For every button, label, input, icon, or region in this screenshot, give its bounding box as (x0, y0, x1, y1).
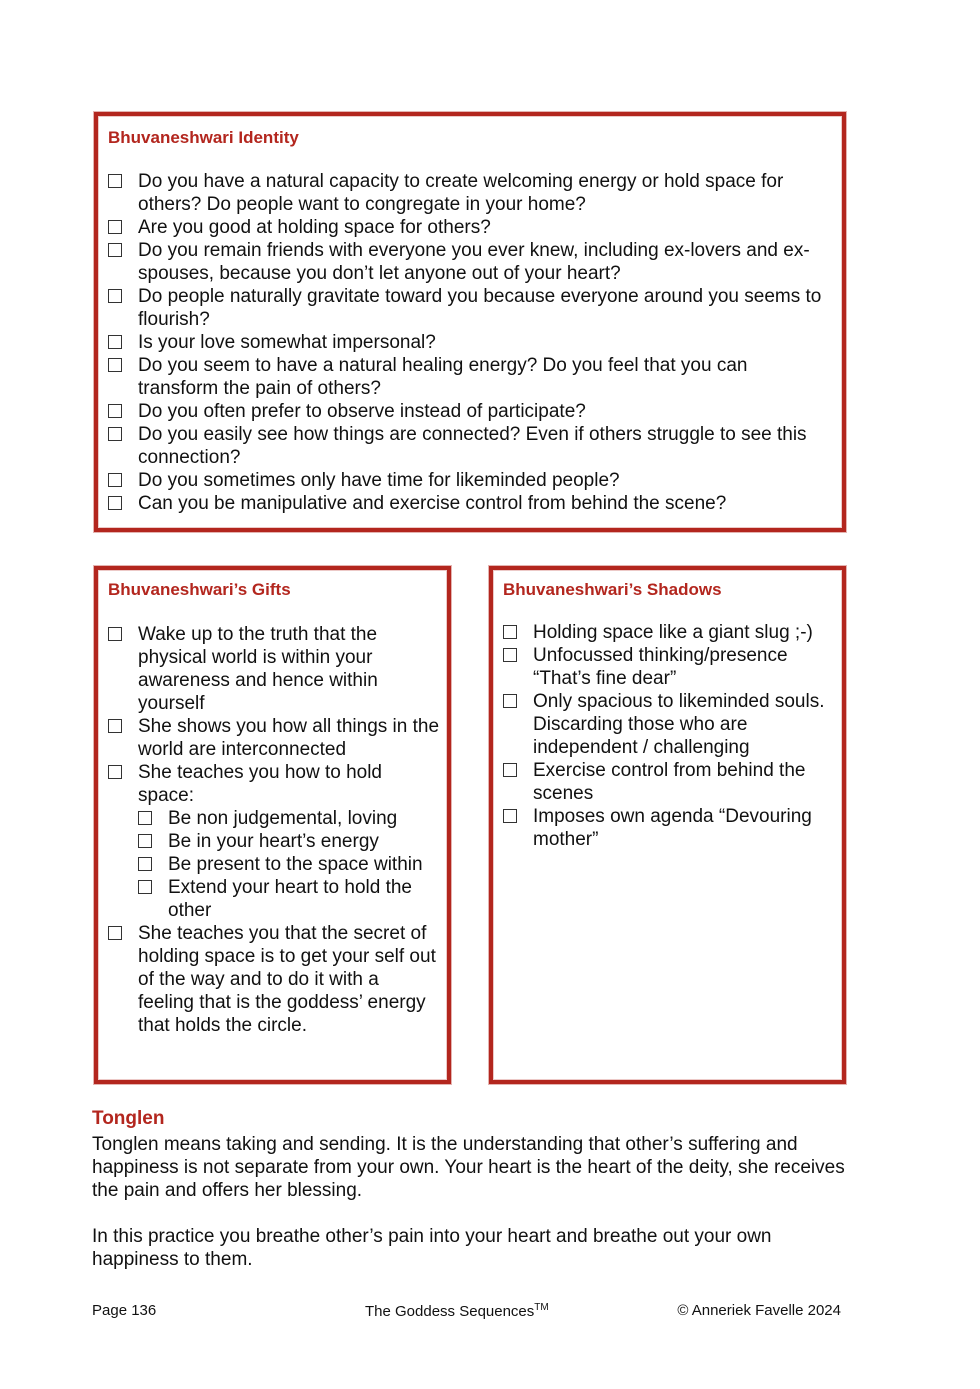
checkbox[interactable] (108, 719, 122, 733)
footer-book-title (365, 1302, 549, 1320)
checkbox[interactable] (503, 763, 517, 777)
trademark-mark: TM (534, 1302, 549, 1313)
book-title-text: The Goddess Sequences (365, 1303, 535, 1320)
gifts-item: Wake up to the truth that the physical world is within your awareness and hence within yourself (108, 623, 440, 715)
checkbox[interactable] (108, 243, 122, 257)
checkbox[interactable] (108, 358, 122, 372)
shadows-item: Exercise control from behind the scenes (503, 759, 835, 805)
gifts-checklist (108, 623, 440, 1037)
checkbox[interactable] (108, 473, 122, 487)
identity-item: Do you seem to have a natural healing energy? Do you feel that you can transform the pain of others? (108, 354, 828, 400)
identity-item: Do you easily see how things are connected? Even if others struggle to see this connection? (108, 423, 828, 469)
tonglen-title: Tonglen (92, 1108, 165, 1129)
shadows-item: Holding space like a giant slug ;-) (503, 621, 835, 644)
tonglen-paragraph-1: Tonglen means taking and sending. It is the understanding that other’s suffering and happiness is not separate from your own. Your heart is the heart of the deity, she receives the pain and offers her blessing. (92, 1134, 845, 1201)
gifts-sublist (108, 807, 440, 922)
identity-item: Do you sometimes only have time for likeminded people? (108, 469, 828, 492)
checkbox[interactable] (108, 220, 122, 234)
checkbox[interactable] (138, 857, 152, 871)
gifts-subitem: Be non judgemental, loving (138, 807, 440, 830)
checkbox[interactable] (108, 335, 122, 349)
checkbox[interactable] (108, 627, 122, 641)
identity-item: Is your love somewhat impersonal? (108, 331, 828, 354)
checkbox[interactable] (108, 926, 122, 940)
gifts-subitem: Be present to the space within (138, 853, 440, 876)
footer-copyright: © Anneriek Favelle 2024 (677, 1302, 841, 1319)
gifts-item: She teaches you how to hold space: Be non judgemental, loving Be in your heart’s energy Be present to the space within Extend your heart to hold the other (108, 761, 440, 922)
gifts-subitem: Extend your heart to hold the other (138, 876, 440, 922)
identity-title: Bhuvaneshwari Identity (108, 128, 299, 147)
checkbox[interactable] (138, 811, 152, 825)
checkbox[interactable] (108, 765, 122, 779)
shadows-title: Bhuvaneshwari’s Shadows (503, 580, 722, 599)
checkbox[interactable] (108, 496, 122, 510)
checkbox[interactable] (108, 289, 122, 303)
checkbox[interactable] (108, 427, 122, 441)
checkbox[interactable] (503, 625, 517, 639)
identity-item: Do you remain friends with everyone you ever knew, including ex-lovers and ex-spouses, because you don’t let anyone out of your heart? (108, 239, 828, 285)
checkbox[interactable] (503, 809, 517, 823)
shadows-item: Unfocussed thinking/presence “That’s fine dear” (503, 644, 835, 690)
identity-item: Are you good at holding space for others? (108, 216, 828, 239)
identity-item: Can you be manipulative and exercise control from behind the scene? (108, 492, 828, 515)
identity-item: Do you have a natural capacity to create welcoming energy or hold space for others? Do people want to congregate in your home? (108, 170, 828, 216)
shadows-item: Only spacious to likeminded souls. Discarding those who are independent / challenging (503, 690, 835, 759)
identity-item: Do you often prefer to observe instead of participate? (108, 400, 828, 423)
footer-page-number: Page 136 (92, 1302, 157, 1319)
tonglen-paragraph-2: In this practice you breathe other’s pain into your heart and breathe out your own happiness to them. (92, 1226, 772, 1270)
checkbox[interactable] (108, 404, 122, 418)
checkbox[interactable] (138, 880, 152, 894)
gifts-item: She teaches you that the secret of holding space is to get your self out of the way and to do it with a feeling that is the goddess’ energy that holds the circle. (108, 922, 440, 1037)
gifts-subitem: Be in your heart’s energy (138, 830, 440, 853)
shadows-item: Imposes own agenda “Devouring mother” (503, 805, 835, 851)
checkbox[interactable] (503, 648, 517, 662)
checkbox[interactable] (108, 174, 122, 188)
gifts-title: Bhuvaneshwari’s Gifts (108, 580, 291, 599)
gifts-item: She shows you how all things in the world are interconnected (108, 715, 440, 761)
checkbox[interactable] (138, 834, 152, 848)
checkbox[interactable] (503, 694, 517, 708)
identity-item: Do people naturally gravitate toward you because everyone around you seems to flourish? (108, 285, 828, 331)
shadows-checklist (503, 621, 835, 851)
identity-checklist (108, 170, 828, 515)
